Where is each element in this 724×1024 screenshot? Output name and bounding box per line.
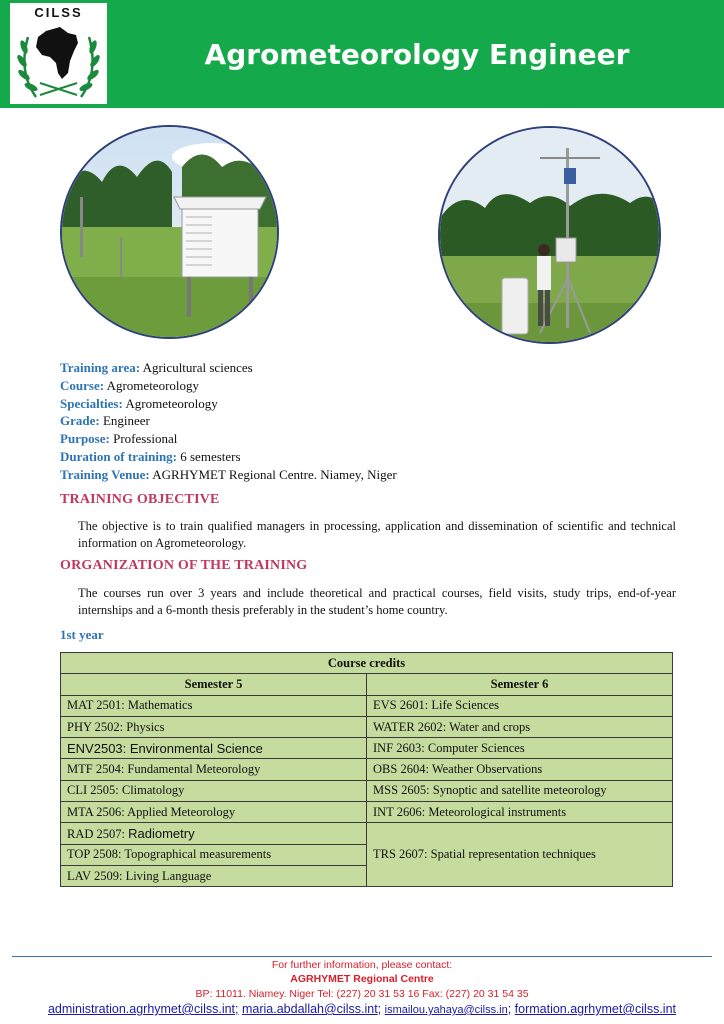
africa-laurel-icon: [16, 17, 101, 102]
course-cell: CLI 2505: Climatology: [61, 780, 367, 801]
course-cell: ENV2503: Environmental Science: [61, 738, 367, 759]
email-link[interactable]: ismailou.yahaya@cilss.in: [384, 1004, 508, 1016]
page-title: Agrometeorology Engineer: [204, 38, 630, 71]
info-value: AGRHYMET Regional Centre. Niamey, Niger: [152, 466, 397, 482]
course-cell: MSS 2605: Synoptic and satellite meteorology: [367, 780, 673, 801]
email-link[interactable]: formation.agrhymet@cilss.int: [514, 1002, 677, 1016]
course-cell: INF 2603: Computer Sciences: [367, 738, 673, 759]
organization-text: The courses run over 3 years and include theoretical and practical courses, field visits, study trips, end-of-year internships and a 6-month thesis preferably in the student’s home country.: [78, 586, 676, 617]
table-row: [61, 780, 673, 801]
weather-shelter-photo: [60, 125, 279, 339]
info-row: [60, 448, 680, 466]
semester-5-header: Semester 5: [61, 674, 367, 695]
logo-text: CILSS: [34, 5, 83, 20]
info-label: Training Venue:: [60, 466, 150, 482]
info-value: Agrometeorology: [125, 395, 218, 411]
info-value: Agricultural sciences: [142, 360, 253, 375]
footer-address: BP: 11011. Niamey. Niger Tel: (227) 20 31 53 16 Fax: (227) 20 31 54 35: [195, 988, 529, 1000]
info-value: Engineer: [102, 413, 150, 429]
info-value: 6 semesters: [180, 448, 241, 464]
course-cell: RAD 2507: Radiometry: [61, 823, 367, 844]
year-label: 1st year: [60, 627, 104, 642]
info-label: Grade:: [60, 413, 100, 429]
info-label: Training area:: [60, 360, 141, 375]
email-link[interactable]: administration.agrhymet@cilss.int: [47, 1002, 236, 1016]
info-label: Course:: [60, 377, 105, 393]
table-row: [61, 695, 673, 716]
table-title: Course credits: [61, 653, 673, 674]
table-row: [61, 823, 673, 844]
info-label: Purpose:: [60, 431, 110, 447]
info-row: [60, 377, 680, 395]
course-cell: MAT 2501: Mathematics: [61, 695, 367, 716]
organization-heading: ORGANIZATION OF THE TRAINING: [60, 558, 308, 573]
email-link[interactable]: maria.abdallah@cilss.int: [242, 1002, 378, 1016]
course-credits-table: [60, 652, 673, 887]
course-cell: MTF 2504: Fundamental Meteorology: [61, 759, 367, 780]
objective-text: The objective is to train qualified managers in processing, application and dissemination of scientific and technical information on Agrometeorology.: [78, 519, 676, 550]
info-row: [60, 412, 680, 430]
radiometry-label: Radiometry: [128, 825, 195, 841]
table-row: [61, 716, 673, 737]
info-row: [60, 466, 680, 484]
table-row: [61, 738, 673, 759]
cilss-logo: [10, 3, 107, 104]
course-cell: TRS 2607: Spatial representation techniques: [367, 823, 673, 887]
info-row: [60, 430, 680, 448]
info-row: [60, 359, 680, 377]
info-label: Duration of training:: [60, 448, 177, 464]
footer-centre-name: AGRHYMET Regional Centre: [290, 973, 434, 985]
course-cell: PHY 2502: Physics: [61, 716, 367, 737]
course-cell: OBS 2604: Weather Observations: [367, 759, 673, 780]
training-info: [60, 359, 680, 484]
course-cell: MTA 2506: Applied Meteorology: [61, 802, 367, 823]
objective-heading: TRAINING OBJECTIVE: [60, 492, 220, 507]
info-value: Agrometeorology: [106, 377, 200, 393]
info-value: Professional: [113, 431, 178, 447]
course-cell: EVS 2601: Life Sciences: [367, 695, 673, 716]
course-cell: WATER 2602: Water and crops: [367, 716, 673, 737]
footer-divider: [12, 956, 712, 957]
table-row: [61, 759, 673, 780]
semester-6-header: Semester 6: [367, 674, 673, 695]
info-row: [60, 395, 680, 413]
course-cell: LAV 2509: Living Language: [61, 865, 367, 886]
footer-contact-intro: For further information, please contact:: [271, 959, 453, 971]
table-row: [61, 802, 673, 823]
footer-emails: administration.agrhymet@cilss.int; maria.abdallah@cilss.int; ismailou.yahaya@cilss.in; formation.agrhymet@cilss.int: [47, 1002, 677, 1016]
course-cell: INT 2606: Meteorological instruments: [367, 802, 673, 823]
course-cell: TOP 2508: Topographical measurements: [61, 844, 367, 865]
info-label: Specialties:: [60, 395, 123, 411]
weather-station-photo: [438, 126, 661, 344]
page-header: [0, 0, 724, 108]
